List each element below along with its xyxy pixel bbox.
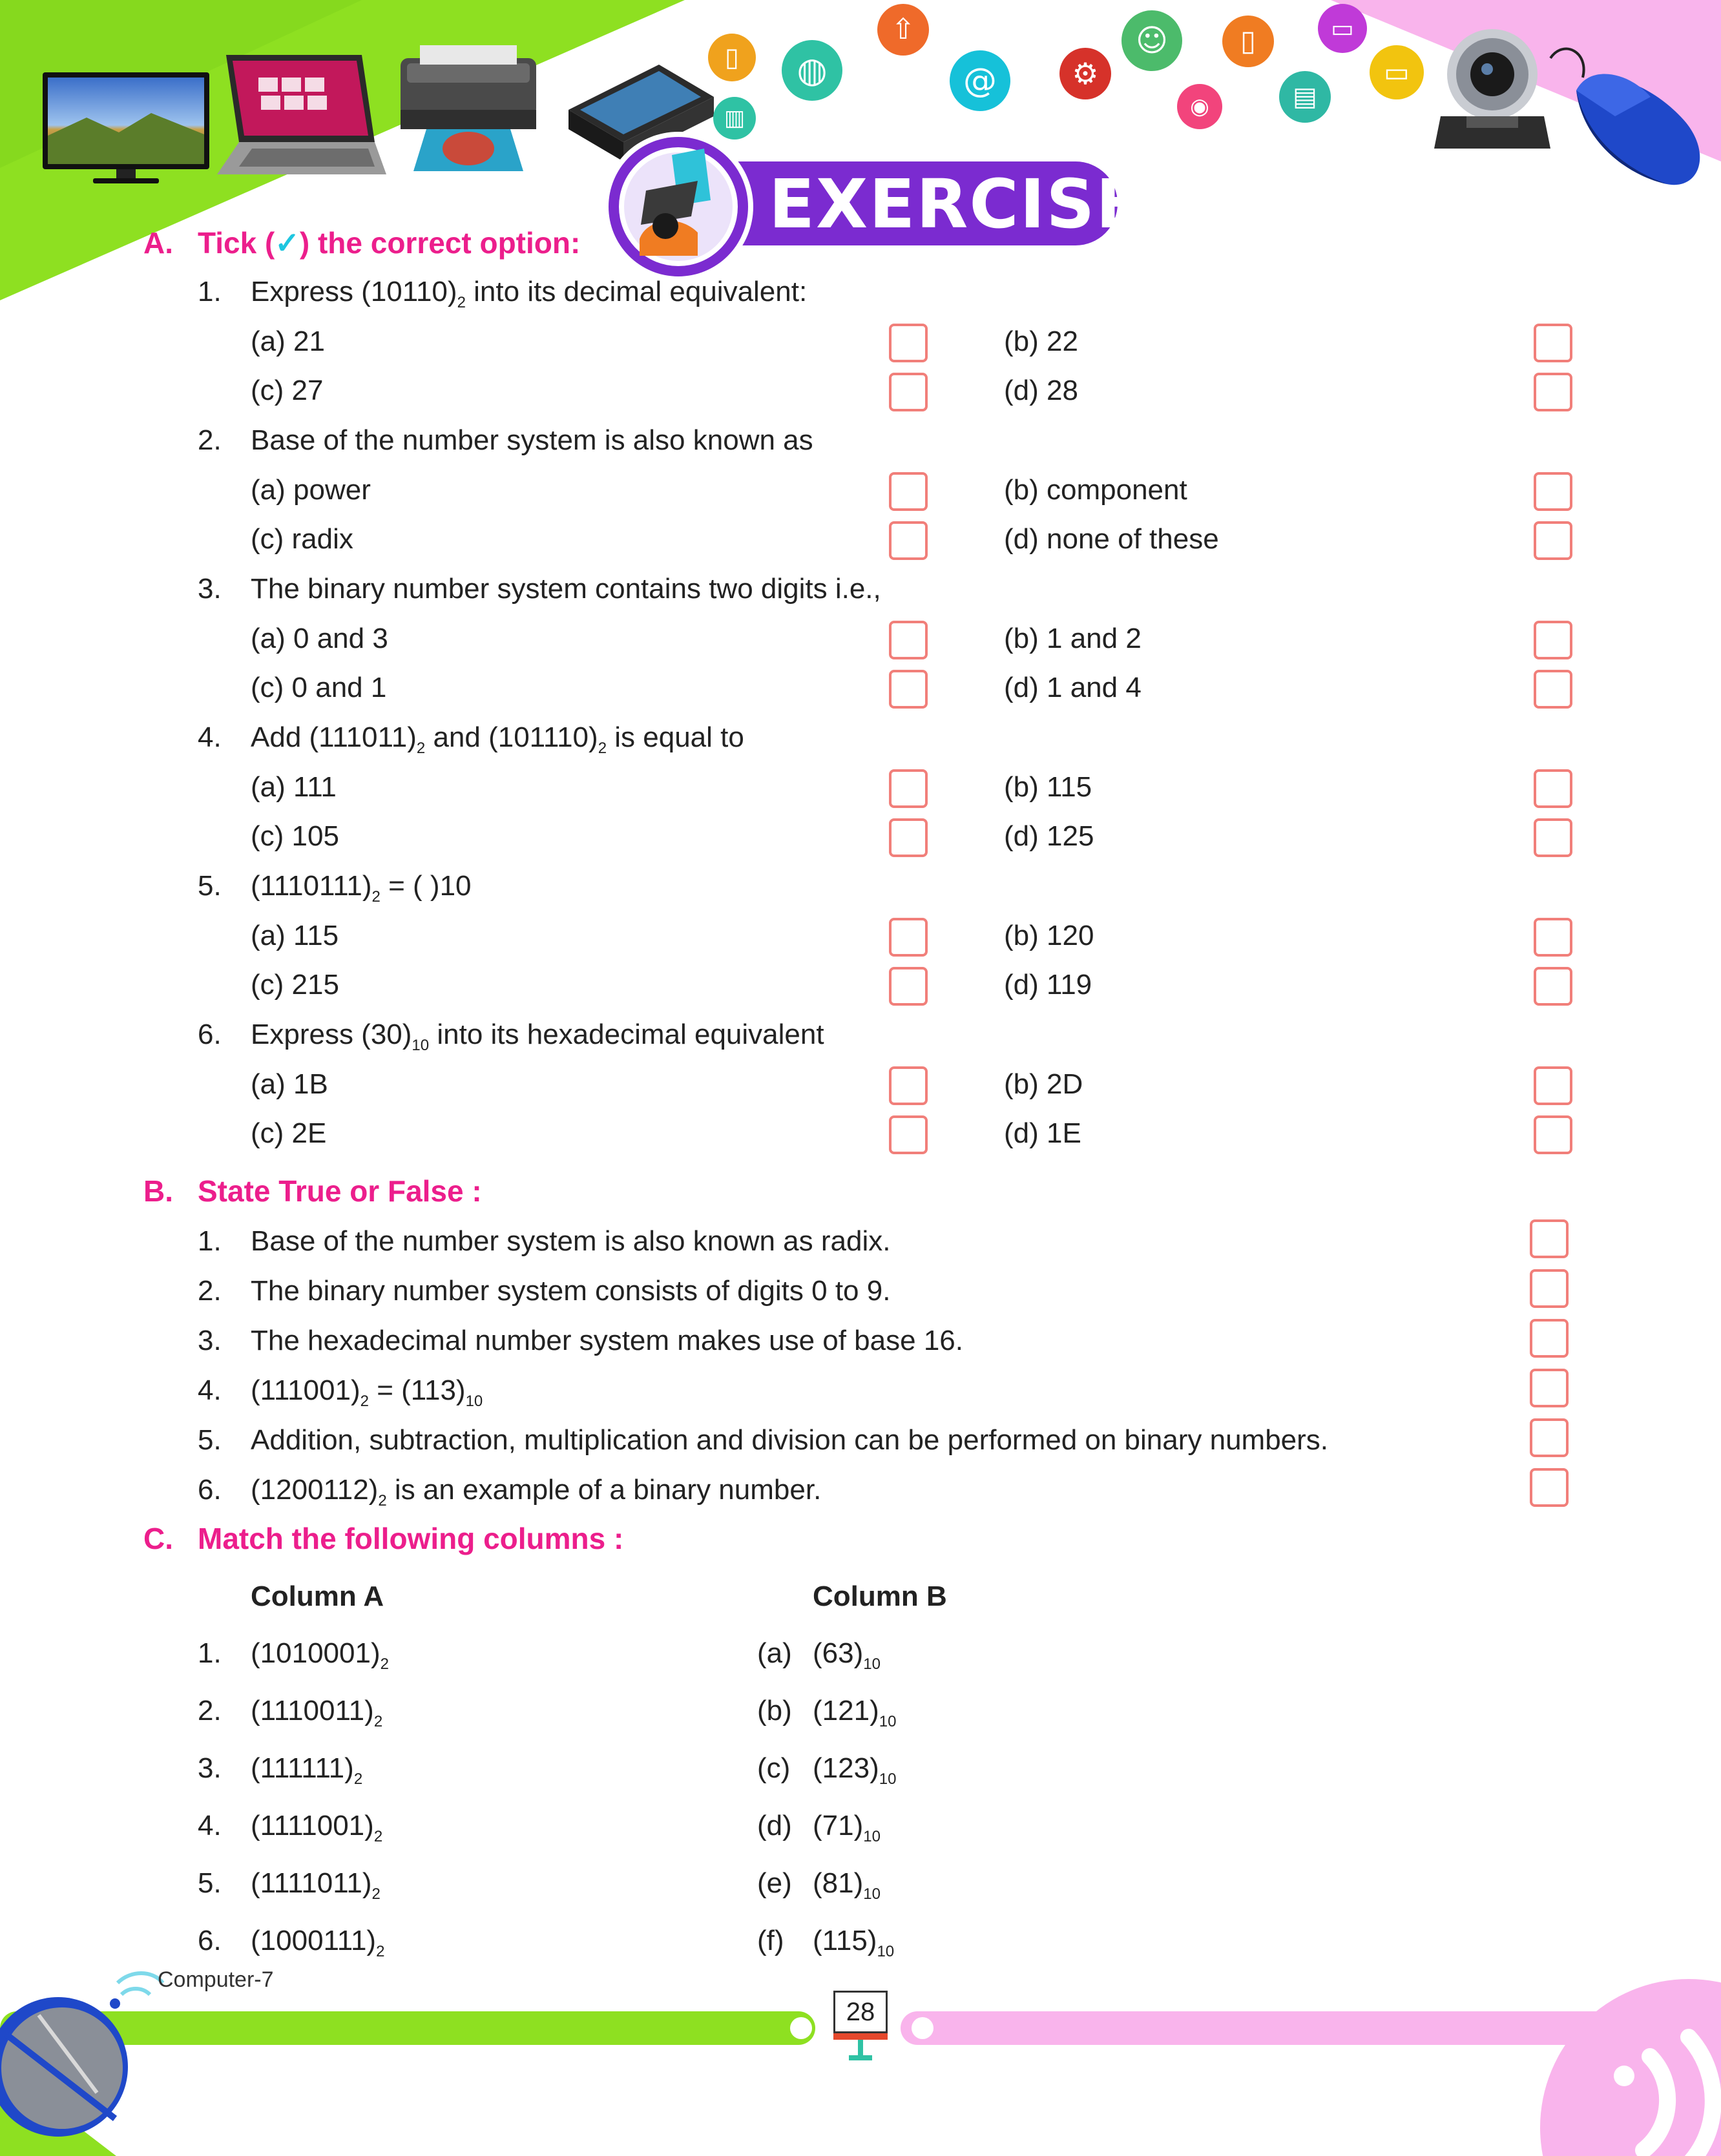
monitor-stand-icon [833,2033,888,2066]
option-checkbox[interactable] [1534,1115,1572,1154]
globe-icon: ◍ [782,40,842,101]
text-fragment: into its hexadecimal equivalent [429,1019,824,1050]
column-a-value [251,1635,389,1683]
base-subscript: 10 [412,1037,430,1054]
analytics-icon: ▤ [1279,71,1331,123]
exercise-title: EXERCISE [769,165,1143,244]
decimal-value: (81) [813,1867,864,1899]
true-false-checkbox[interactable] [1530,1269,1569,1308]
decimal-value: (63) [813,1637,864,1669]
option-label: (c) 105 [251,820,339,852]
at-icon: @ [950,50,1010,111]
option-checkbox[interactable] [1534,521,1572,560]
column-b-letter: (b) [757,1695,792,1726]
column-a-value [251,1923,384,1970]
text-fragment: Express (30) [251,1019,412,1050]
option-label: (c) 0 and 1 [251,672,387,703]
text-fragment: Base of the number system is also known as radix. [251,1225,891,1257]
option-label: (c) 215 [251,969,339,1000]
question-text [251,720,744,767]
statement-text [251,1223,890,1259]
mouse-image [1538,39,1712,194]
base-subscript: 2 [373,1713,383,1730]
option-checkbox[interactable] [889,521,928,560]
laptop-image [213,52,388,181]
statement-text [251,1422,1328,1458]
column-a-value [251,1865,381,1912]
text-fragment: The hexadecimal number system makes use of base 16. [251,1325,963,1356]
section-b-heading: State True or False : [198,1174,482,1208]
question-number: 1. [198,276,222,307]
option-checkbox[interactable] [1534,967,1572,1006]
statement-text [251,1373,483,1420]
binary-value: (1000111) [251,1925,377,1956]
section-c-heading: Match the following columns : [198,1522,624,1555]
option-label: (b) 22 [1004,326,1078,357]
option-label: (b) component [1004,474,1187,506]
student-computer-icon [601,129,756,284]
statement-text [251,1273,890,1309]
option-checkbox[interactable] [889,324,928,362]
column-b-value [813,1923,894,1970]
footer-book-label: Computer-7 [158,1967,274,1992]
column-b-value [813,1693,896,1740]
statement-text [251,1472,821,1519]
option-label: (b) 120 [1004,920,1094,951]
column-b-value [813,1750,896,1798]
page-number-box [833,1991,888,2033]
text-fragment: Add (111011) [251,721,417,753]
option-label: (a) 1B [251,1068,328,1100]
column-a-value [251,1693,382,1740]
chart-icon: ▥ [713,97,756,140]
decimal-value: (121) [813,1695,879,1726]
section-a-letter: A. [143,226,173,260]
binary-value: (111111) [251,1752,354,1784]
option-label: (c) 2E [251,1117,327,1149]
statement-number: 6. [198,1474,222,1506]
decimal-value: (71) [813,1810,864,1841]
option-label: (c) radix [251,523,353,555]
option-label: (d) none of these [1004,523,1219,555]
option-label: (a) 111 [251,771,337,803]
true-false-checkbox[interactable] [1530,1219,1569,1258]
column-b-letter: (f) [757,1925,784,1956]
text-fragment: Base of the number system is also known as [251,424,813,456]
option-label: (d) 1E [1004,1117,1081,1149]
option-checkbox[interactable] [1534,670,1572,709]
base-subscript: 10 [465,1393,483,1410]
option-checkbox[interactable] [889,967,928,1006]
true-false-checkbox[interactable] [1530,1468,1569,1507]
base-subscript: 2 [416,740,426,757]
base-subscript: 2 [353,1770,363,1788]
true-false-checkbox[interactable] [1530,1418,1569,1457]
column-b-value [813,1635,881,1683]
column-b-letter: (e) [757,1867,792,1899]
people-icon: ☺ [1121,10,1182,71]
option-checkbox[interactable] [1534,621,1572,659]
base-subscript: 2 [376,1943,385,1960]
text-fragment: = ( )10 [380,870,472,902]
base-subscript: 2 [371,888,381,906]
statement-number: 5. [198,1424,222,1456]
match-row-number: 1. [198,1637,222,1669]
question-text [251,571,881,607]
option-label: (a) 115 [251,920,339,951]
text-fragment: The binary number system contains two digits i.e., [251,573,881,605]
column-a-value [251,1808,382,1855]
base-subscript: 10 [863,1655,881,1673]
text-fragment: Express (10110) [251,276,457,307]
mouse-icon: ▯ [708,34,756,81]
option-checkbox[interactable] [889,472,928,511]
gamepad-icon: ◉ [1177,84,1222,129]
option-checkbox[interactable] [889,918,928,957]
question-text [251,274,807,321]
folder-icon: ▭ [1318,4,1367,53]
match-row-number: 6. [198,1925,222,1956]
binary-value: (1010001) [251,1637,381,1669]
text-fragment: (1110111) [251,870,372,902]
column-b-letter: (d) [757,1810,792,1841]
question-text [251,868,472,915]
binary-value: (1111011) [251,1867,372,1899]
statement-text [251,1323,963,1359]
satellite-dish-icon [0,1964,168,2156]
question-number: 4. [198,721,222,753]
question-text [251,422,813,459]
question-number: 3. [198,573,222,605]
mouse-icon: ▯ [1222,16,1274,67]
upload-icon: ⇧ [877,4,929,56]
column-b-letter: (c) [757,1752,791,1784]
display-icon: ▭ [1370,45,1424,99]
text-fragment: = (113) [368,1374,466,1406]
base-subscript: 10 [879,1713,897,1730]
option-checkbox[interactable] [889,1066,928,1105]
option-label: (b) 1 and 2 [1004,623,1142,654]
decimal-value: (123) [813,1752,879,1784]
base-subscript: 2 [457,294,466,311]
true-false-checkbox[interactable] [1530,1369,1569,1407]
base-subscript: 2 [378,1492,387,1509]
text-fragment: is equal to [607,721,744,753]
match-row-number: 3. [198,1752,222,1784]
text-fragment: (1200112) [251,1474,379,1506]
column-b-title: Column B [813,1581,947,1612]
option-checkbox[interactable] [1534,373,1572,411]
option-checkbox[interactable] [1534,818,1572,857]
option-checkbox[interactable] [889,621,928,659]
gears-icon: ⚙ [1059,48,1111,99]
statement-number: 4. [198,1374,222,1406]
text-fragment: is an example of a binary number. [386,1474,822,1506]
text-fragment: and (101110) [425,721,598,753]
monitor-image [41,71,211,187]
base-subscript: 2 [360,1393,369,1410]
base-subscript: 10 [863,1828,881,1845]
section-a-heading [198,225,580,261]
option-checkbox[interactable] [889,818,928,857]
option-label: (a) 0 and 3 [251,623,388,654]
option-checkbox[interactable] [1534,918,1572,957]
option-checkbox[interactable] [1534,324,1572,362]
question-text [251,1017,824,1064]
option-label: (b) 2D [1004,1068,1083,1100]
text-fragment: into its decimal equivalent: [465,276,808,307]
column-b-letter: (a) [757,1637,792,1669]
page-number: 28 [846,1998,875,2026]
question-number: 6. [198,1019,222,1050]
option-label: (b) 115 [1004,771,1092,803]
option-label: (d) 28 [1004,375,1078,406]
column-a-value [251,1750,362,1798]
base-subscript: 2 [373,1828,383,1845]
text-fragment: Addition, subtraction, multiplication and division can be performed on binary numbers. [251,1424,1329,1456]
question-number: 2. [198,424,222,456]
option-label: (d) 125 [1004,820,1094,852]
match-row-number: 4. [198,1810,222,1841]
base-subscript: 2 [380,1655,389,1673]
text-fragment: (111001) [251,1374,360,1406]
option-checkbox[interactable] [1534,1066,1572,1105]
option-checkbox[interactable] [889,373,928,411]
footer-pink-corner [1540,1979,1721,2156]
base-subscript: 10 [877,1943,895,1960]
text-fragment: The binary number system consists of digits 0 to 9. [251,1275,891,1307]
printer-image [388,45,549,174]
section-c-letter: C. [143,1522,173,1555]
binary-value: (1110011) [251,1695,374,1726]
option-checkbox[interactable] [1534,472,1572,511]
option-label: (d) 1 and 4 [1004,672,1142,703]
checkmark-icon: ✓ [275,226,300,260]
option-label: (a) power [251,474,371,506]
match-row-number: 2. [198,1695,222,1726]
base-subscript: 10 [879,1770,897,1788]
match-row-number: 5. [198,1867,222,1899]
section-a-heading-suffix: ) the correct option: [299,226,581,260]
decimal-value: (115) [813,1925,877,1956]
statement-number: 1. [198,1225,222,1257]
statement-number: 2. [198,1275,222,1307]
base-subscript: 2 [598,740,607,757]
option-label: (d) 119 [1004,969,1092,1000]
option-checkbox[interactable] [889,1115,928,1154]
section-b-letter: B. [143,1174,173,1208]
option-label: (a) 21 [251,326,325,357]
column-b-value [813,1808,881,1855]
section-a-heading-prefix: Tick ( [198,226,275,260]
true-false-checkbox[interactable] [1530,1319,1569,1358]
option-checkbox[interactable] [889,769,928,808]
base-subscript: 10 [863,1885,881,1903]
binary-value: (1111001) [251,1810,374,1841]
base-subscript: 2 [371,1885,381,1903]
option-label: (c) 27 [251,375,324,406]
question-number: 5. [198,870,222,902]
option-checkbox[interactable] [889,670,928,709]
column-b-value [813,1865,881,1912]
statement-number: 3. [198,1325,222,1356]
column-a-title: Column A [251,1581,384,1612]
option-checkbox[interactable] [1534,769,1572,808]
